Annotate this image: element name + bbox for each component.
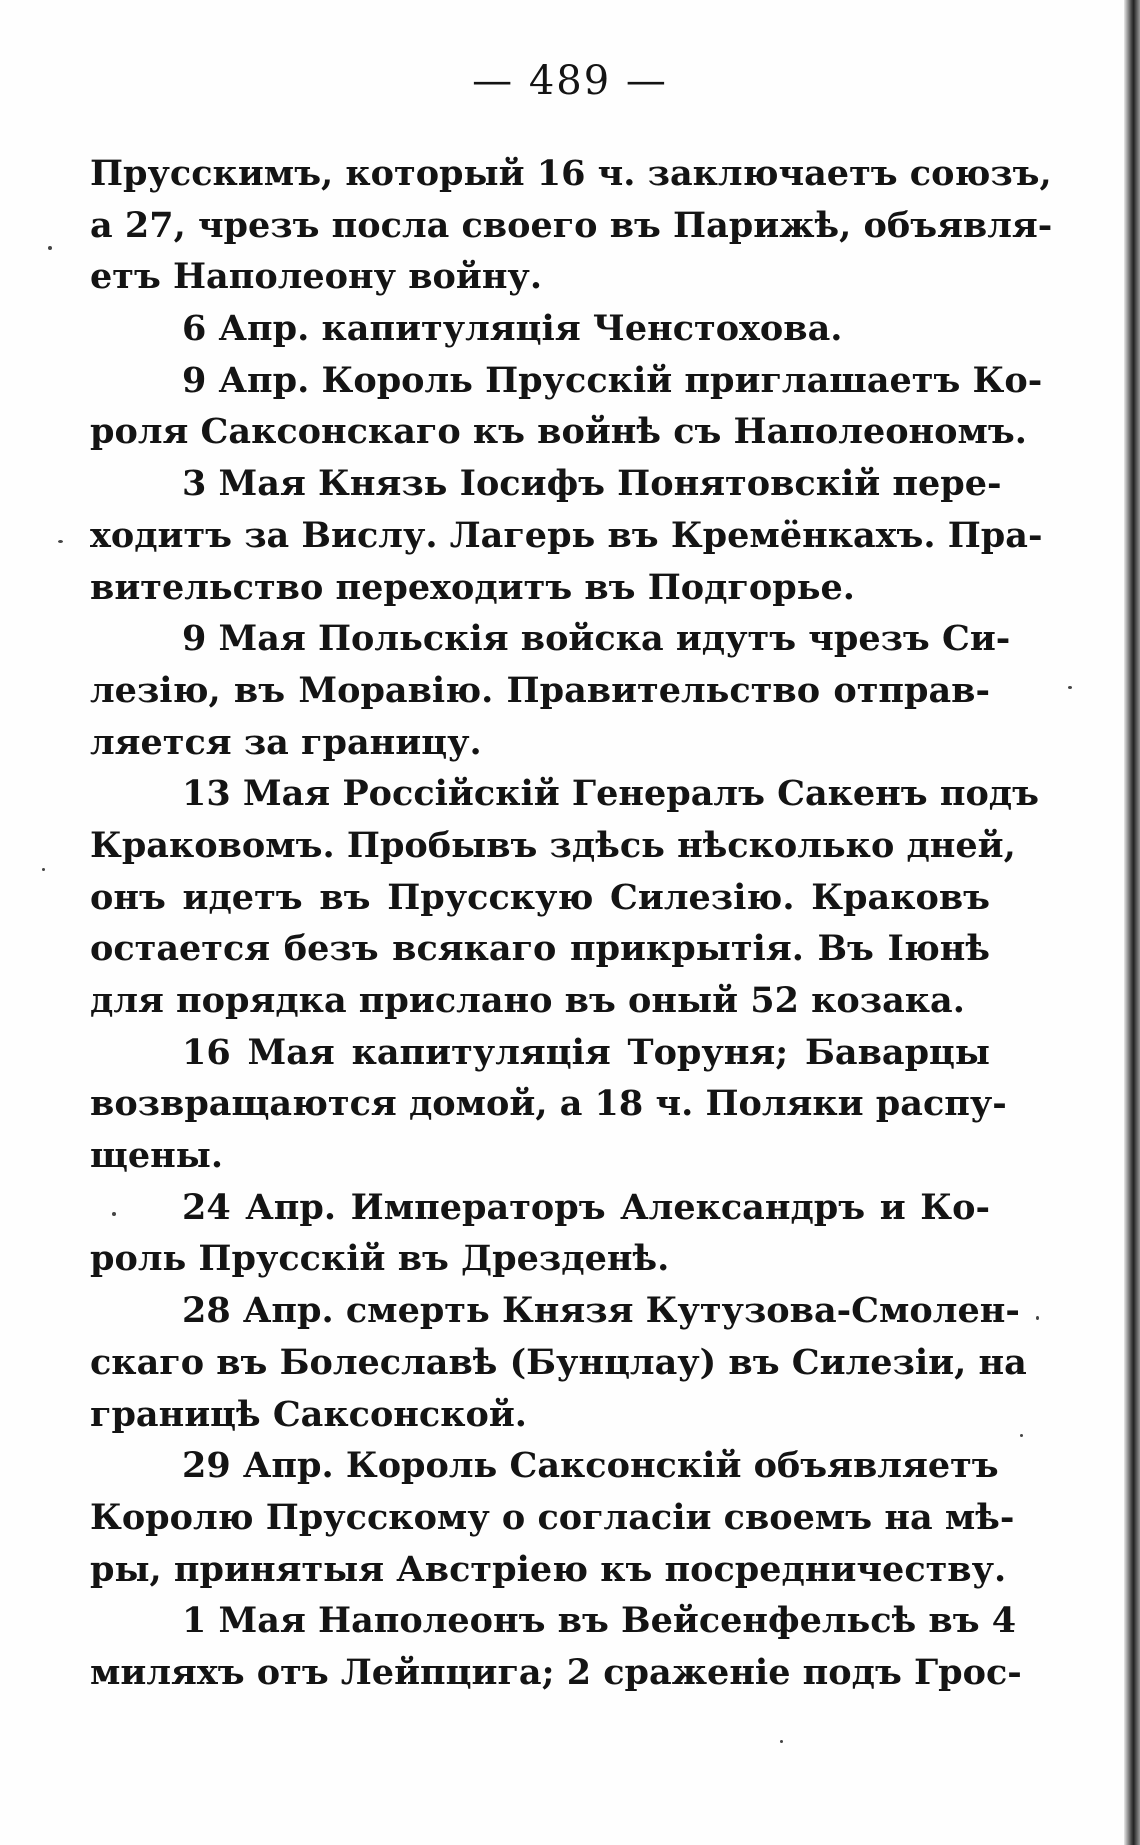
text-line: 9 Мая Польскія войска идутъ чрезъ Си- [182,618,1011,660]
scan-speck [42,868,45,871]
text-line: 24 Апр. Императоръ Александръ и Ко- [182,1186,990,1228]
text-line: вительство переходитъ въ Подгорье. [90,566,855,608]
text-line: 29 Апр. Король Саксонскій объявляетъ [182,1445,999,1487]
text-line: 3 Мая Князь Іосифъ Понятовскій пере- [182,463,1002,505]
text-line: онъ идетъ въ Прусскую Силезію. Краковъ [90,876,990,918]
text-line: Прусскимъ, который 16 ч. заключаетъ союзъ, [90,153,1052,194]
scan-speck [780,1740,783,1743]
body-text [90,148,1053,1699]
scan-speck [1020,1434,1023,1437]
text-line: Королю Прусскому о согласіи своемъ на мѣ- [90,1496,1015,1538]
scan-speck [1036,1316,1039,1320]
scan-speck [112,1212,116,1216]
text-line: для порядка прислано въ оный 52 козака. [90,980,965,1021]
text-line: скаго въ Болеславѣ (Бунцлау) въ Силезіи, на [90,1341,1027,1383]
text-line: 9 Апр. Король Прусскій приглашаетъ Ко- [182,359,1043,401]
text-line: ляется за границу. [90,721,482,763]
text-line: 16 Мая капитуляція Торуня; Баварцы [182,1031,990,1073]
text-line: щены. [90,1135,224,1177]
text-line: роль Прусскій въ Дрезденѣ. [90,1238,670,1280]
text-line: 28 Апр. смерть Князя Кутузова-Смолен- [182,1290,1020,1332]
text-line: 13 Мая Россійскій Генералъ Сакенъ подъ [182,773,1039,815]
text-line: 1 Мая Наполеонъ въ Вейсенфельсѣ въ 4 [182,1600,1017,1642]
text-line: етъ Наполеону войну. [90,256,543,298]
text-line: Краковомъ. Пробывъ здѣсь нѣсколько дней, [90,824,1016,866]
text-line: остается безъ всякаго прикрытія. Въ Іюнѣ [90,928,990,970]
text-line: а 27, чрезъ посла своего въ Парижѣ, объявля- [90,204,1053,246]
page-number: — 489 — [472,58,668,104]
text-line: миляхъ отъ Лейпцига; 2 сраженіе подъ Грос- [90,1651,1022,1693]
text-line: ры, принятыя Австріею къ посредничеству. [90,1548,1007,1590]
scan-speck [1068,686,1072,689]
text-line: ходитъ за Вислу. Лагерь въ Кремёнкахъ. Пра- [90,514,1043,556]
text-line: роля Саксонскаго къ войнѣ съ Наполеономъ. [90,411,1027,453]
scan-speck [48,246,52,250]
text-line: границѣ Саксонской. [90,1393,527,1435]
text-line: лезію, въ Моравію. Правительство отправ- [90,669,990,711]
text-line: возвращаются домой, а 18 ч. Поляки распу- [90,1083,1007,1125]
page-edge-shadow [1124,0,1140,1845]
scan-speck [58,540,63,543]
text-line: 6 Апр. капитуляція Ченстохова. [182,308,843,350]
